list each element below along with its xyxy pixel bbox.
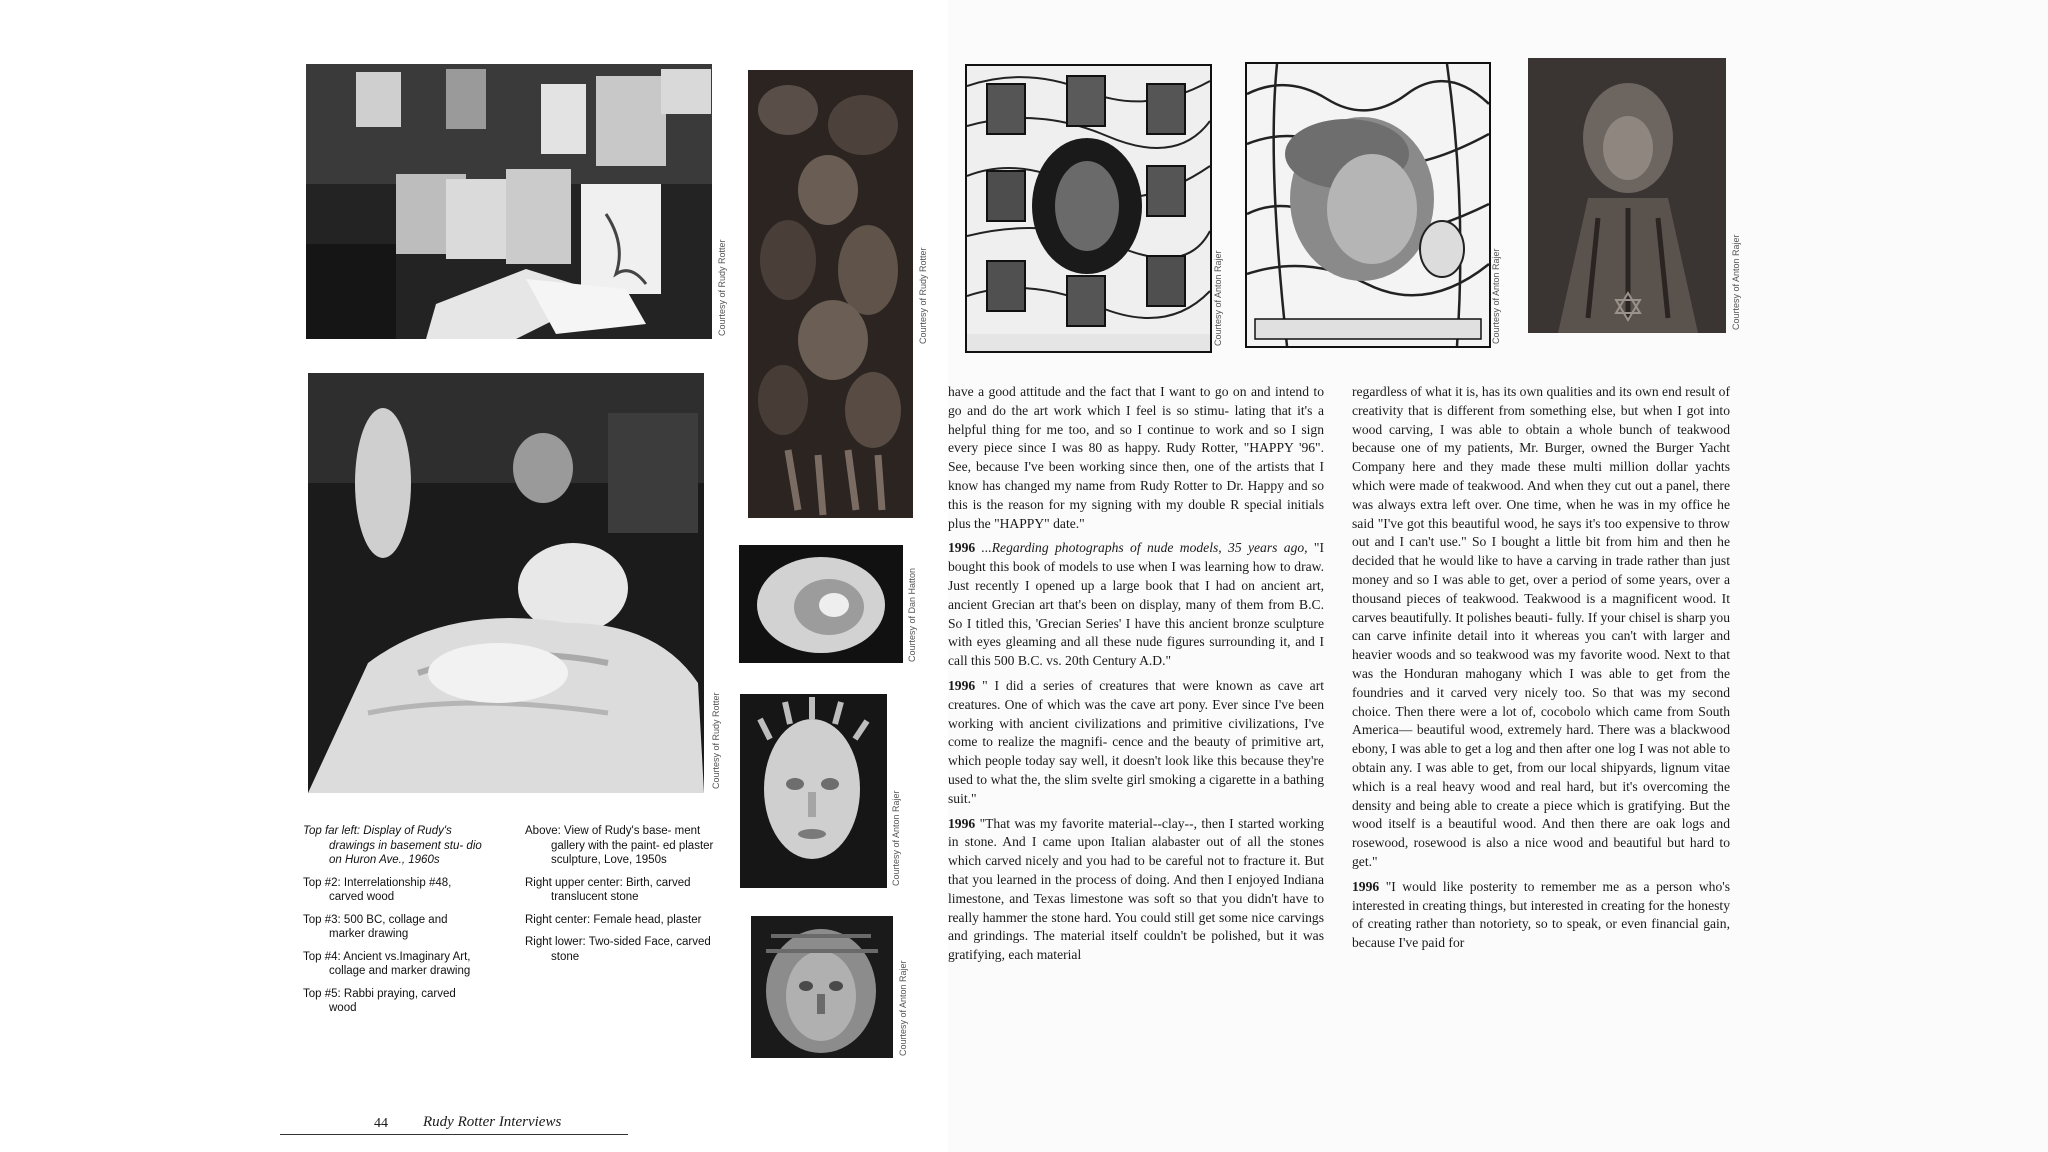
paragraph [948,815,1324,965]
photo-basement-gallery-love [308,373,704,793]
paragraph: regardless of what it is, has its own qualities and its own end result of creativity that is different from something else, but when I got into wood carving, I was able to obtain a whole bunch of teakwood because one of my patients, Mr. Burger, owned the Burger Yacht Company here and they made these multi million dollar yachts which were made of teakwood. And when they cut out a panel, there was always extra left over. One time, when he was in my office he said "I've got this beautiful wood, he says it's too expensive to throw out and I can't use." So I bought a little bit from him and then he decided that he would like to have a carving in trade rather than just money and so I was able to get, over a period of some years, over a thousand pieces of teakwood. Teakwood is a magnificent wood. It carves beautifully. It polishes beauti- fully. If your chisel is sharp you can carve infinite detail into it whereas you can't with larger and heavier woods and so teakwood was my favorite wood. Next to that was the Honduran mahogany which I was able to get from the foundries and it carved very nicely too. So that was my second choice. Then there were a lot of, cocobolo which came from South America— beautiful wood, extremely hard. There was a blackwood ebony, I was able to get a log and then after one log I was not able to obtain any. I was able to get, from our local shipyards, lignum vitae which is a real heavy wood and real hard, but it's overcoming the density and being able to create a piece which is gratifying. But the wood itself is a beautiful wood. And then there are oak logs and rosewood, rosewood is also a nice wood and beautiful but hard to get." [1352,384,1730,869]
page-number: 44 [374,1116,388,1131]
photo-500bc-collage [965,64,1212,353]
photo-credit: Courtesy of Anton Rajer [898,960,908,1056]
running-title: Rudy Rotter Interviews [423,1114,562,1130]
paragraph-text: " I did a series of creatures that were known as cave art creatures. One of which was the cave art pony. Ever since I've been working with ancient civilizations and primitive civilizations, I've come to realize the magnifi- cence and the beauty of primitive art, which people today say well, it doesn't look like this because they're used to what the, the slim svelte girl smoking a cigarette in a bathing suit." [948,677,1324,806]
photo-credit: Courtesy of Anton Rajer [891,790,901,886]
paragraph [948,539,1324,671]
photo-credit: Courtesy of Dan Hatton [907,567,917,662]
photo-credit: Courtesy of Rudy Rotter [918,247,928,344]
photo-credit: Courtesy of Rudy Rotter [717,239,727,336]
caption: Right upper center: Birth, carved translucent stone [525,876,691,903]
paragraph-lead: ...Regarding photographs of nude models, 35 years ago, [975,540,1308,556]
year-label: 1996 [948,677,976,693]
photo-credit: Courtesy of Anton Rajer [1491,248,1501,344]
year-label: 1996 [1352,878,1380,894]
paragraph-text: "That was my favorite material--clay--, then I started working in stone. And I came upon Italian alabaster out of all the stones which carved nicely and you had to be careful not to fracture it. But that you learned in the process of doing. And then I enjoyed Indiana limestone, and Texas limestone was soft so that you didn't have to really hammer the stone hard. You could still get some nice carvings and grindings. The material itself couldn't be polished, but it was gratifying, each material [948,815,1324,963]
paragraph [1352,878,1730,953]
photo-ancient-vs-imaginary-art [1245,62,1491,348]
paragraph-text: "I would like posterity to remember me as a person who's interested in creating things, but interested in creating for the honesty of creating rather than notoriety, so to speak, or even financial gain, because I've paid for [1352,878,1730,951]
year-label: 1996 [948,815,976,831]
caption-column-right [525,824,715,972]
photo-two-sided-face [751,916,893,1058]
paragraph-text: "I bought this book of models to use when I was learning how to draw. Just recently I opened up a large book that I had on ancient art, ancient Grecian art that's been on display, many of them from B.C. So I titled this, 'Grecian Series' I have this ancient bronze sculpture with eyes gleaming and all these nude figures surrounding it, and I call this 500 B.C. vs. 20th Century A.D." [948,540,1324,669]
photo-female-head-plaster [740,694,887,888]
caption: Top #2: Interrelationship #48, carved wood [303,876,452,903]
photo-credit: Courtesy of Rudy Rotter [711,692,721,789]
body-text-column-1 [948,383,1324,971]
paragraph: have a good attitude and the fact that I want to go on and intend to go and do the art work which I feel is so stimu- lating that it's a helpful thing for me too, and so I continue to work and so I sign every piece since I was 80 as happy. Rudy Rotter, "HAPPY '96". See, because I've been working since then, one of the artists that I know has changed my name from Rudy Rotter to Dr. Happy and so this is the reason for my signing with my double R special initials plus the "HAPPY" date." [948,384,1324,531]
photo-studio-drawings [306,64,712,339]
photo-birth-stone [739,545,903,663]
caption: Top #3: 500 BC, collage and marker drawing [303,913,448,940]
caption-column-left [303,824,483,1024]
photo-interrelationship-carving [748,70,913,518]
photo-credit: Courtesy of Anton Rajer [1731,234,1741,330]
caption: Top #4: Ancient vs.Imaginary Art, collage and marker drawing [303,950,471,977]
caption: Top #5: Rabbi praying, carved wood [303,987,456,1014]
year-label: 1996 [948,540,976,556]
caption: Top far left: Display of Rudy's drawings in basement stu- dio on Huron Ave., 1960s [303,825,482,866]
photo-rabbi-praying-carving [1528,58,1726,333]
caption: Right lower: Two-sided Face, carved stone [525,936,711,963]
paragraph [948,677,1324,809]
page-footer [280,1108,628,1135]
caption: Above: View of Rudy's base- ment gallery with the paint- ed plaster sculpture, Love, 1950s [525,825,714,866]
photo-credit: Courtesy of Anton Rajer [1213,250,1223,346]
caption: Right center: Female head, plaster [525,913,702,926]
body-text-column-2 [1352,383,1730,959]
